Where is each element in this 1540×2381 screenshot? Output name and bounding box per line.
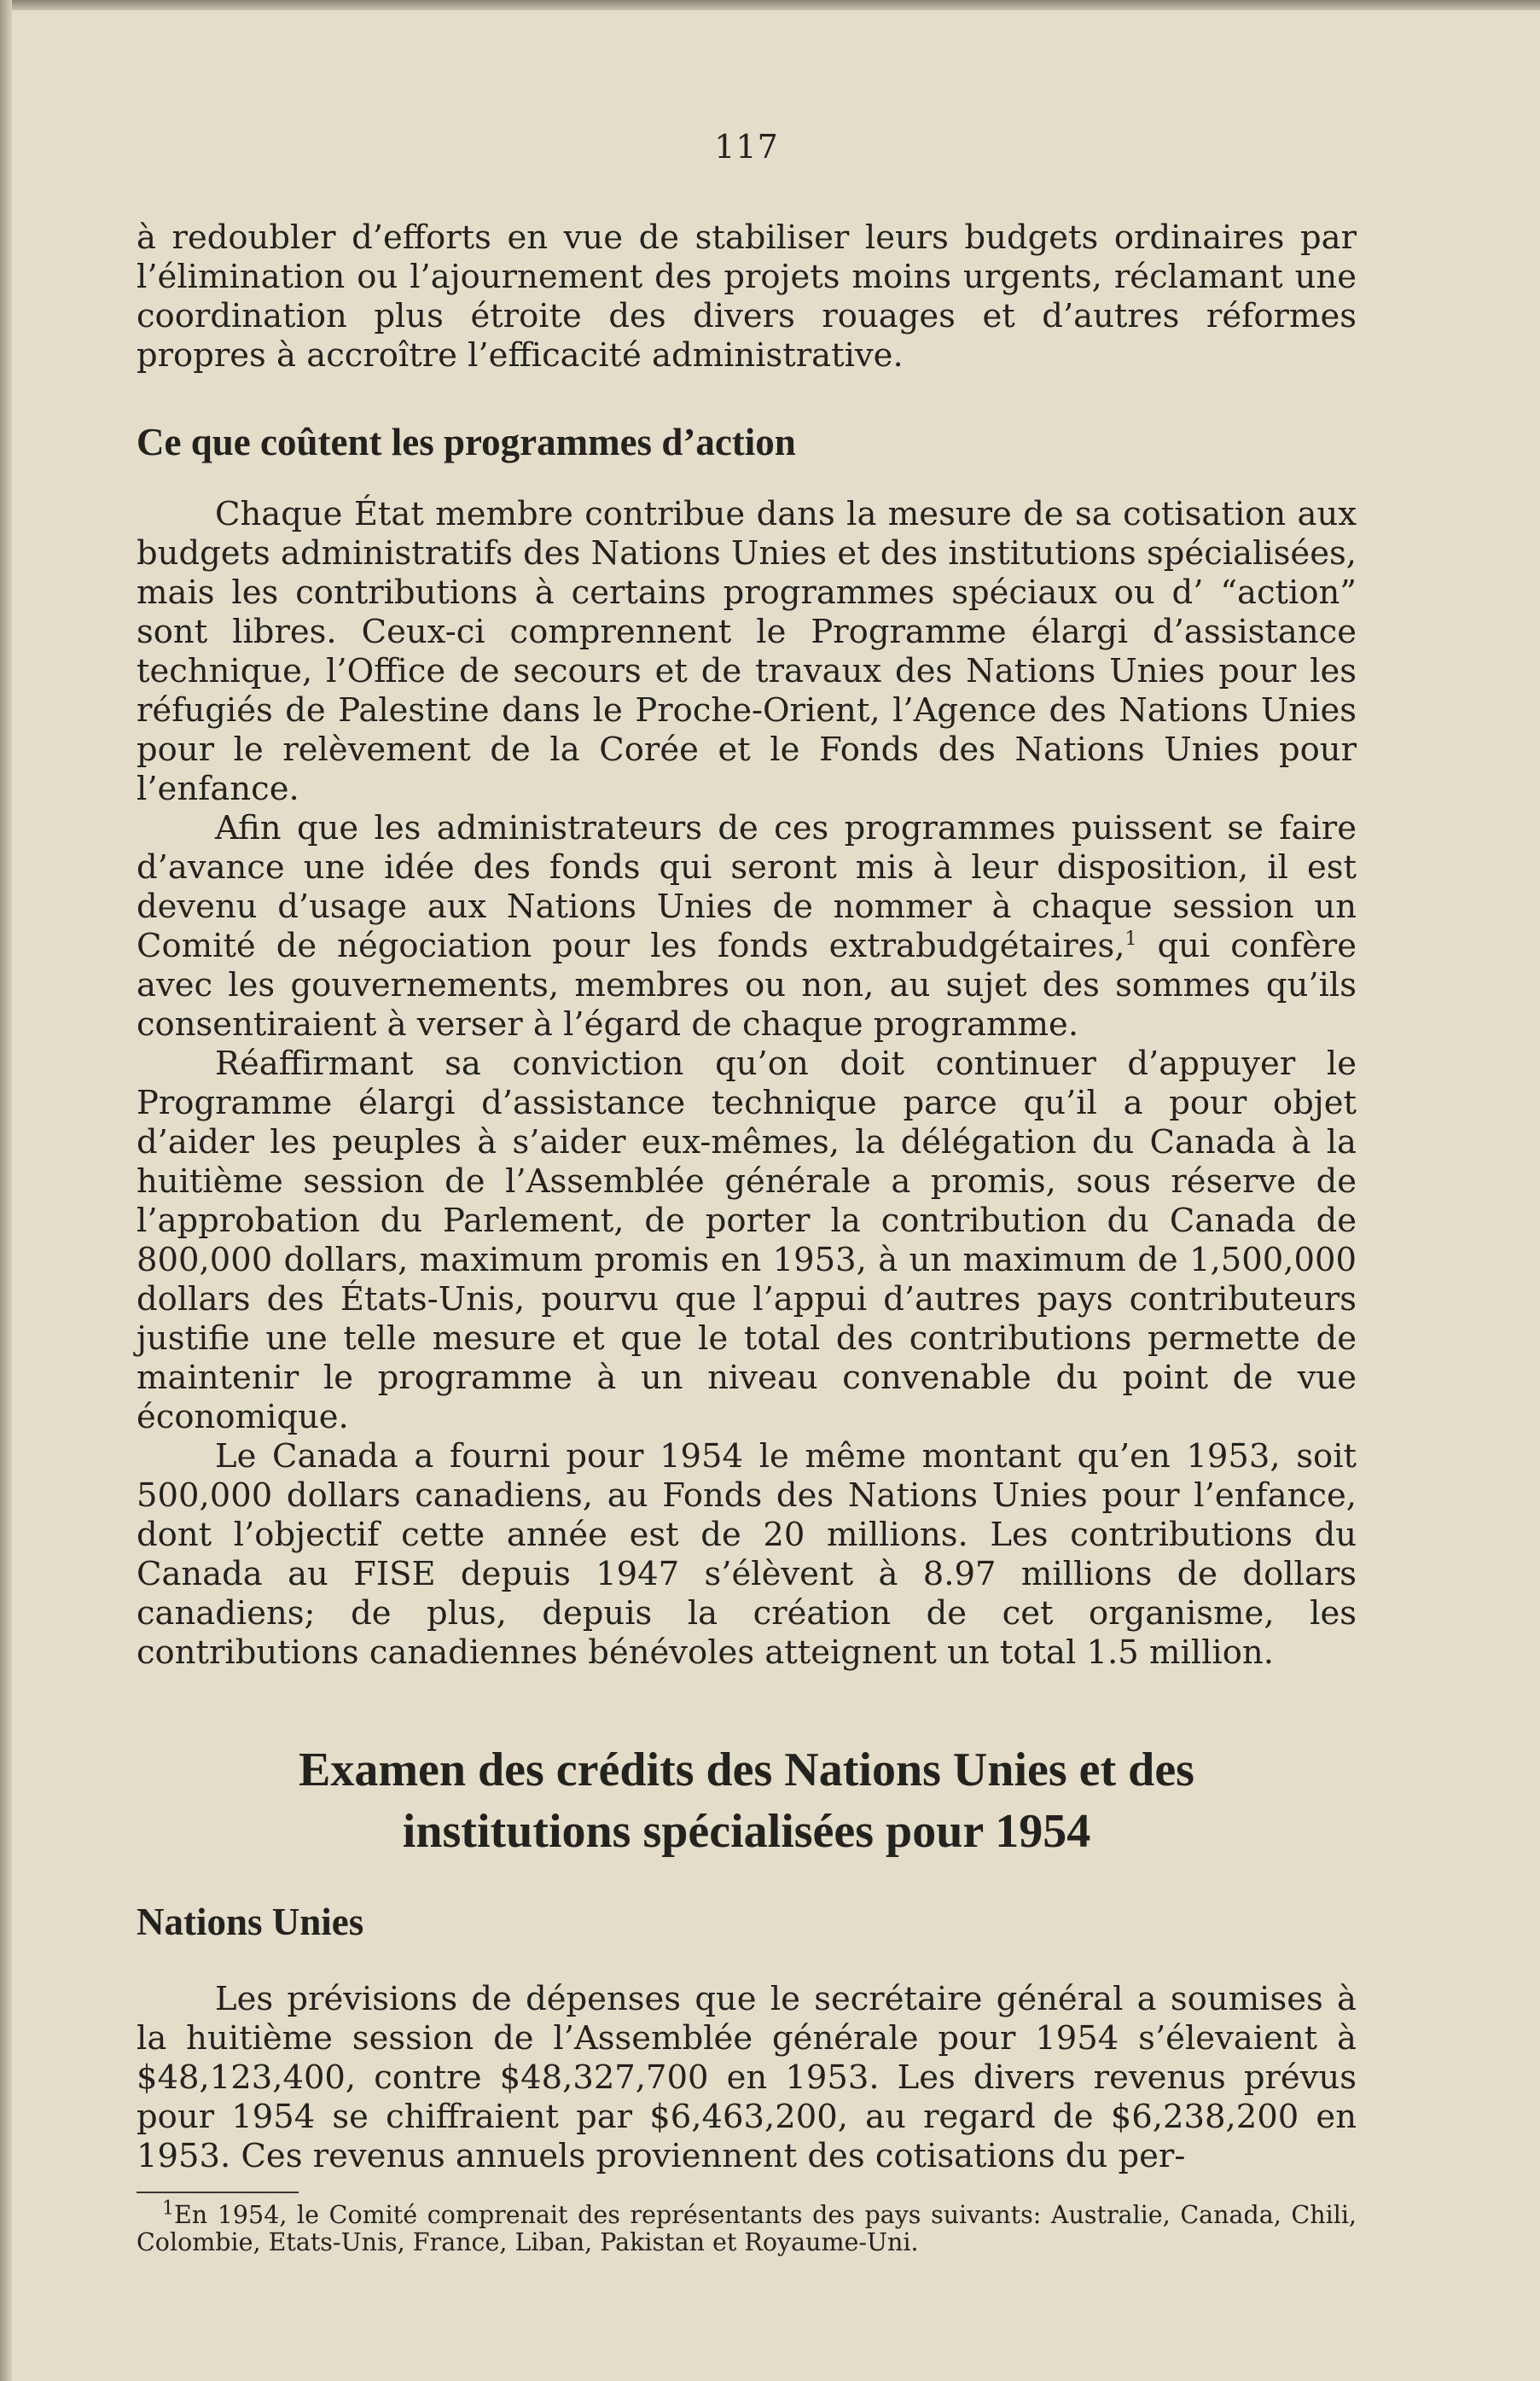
- page-number: 117: [714, 128, 779, 166]
- paragraph-text-continued: qui confère avec les gouvernements, membres ou non, au sujet des sommes qu’ils consentiraient à verser à l’égard de chaque programme.: [137, 927, 1357, 1044]
- paragraph-technical-assistance: Réaffirmant sa conviction qu’on doit continuer d’appuyer le Programme élargi d’assistance technique parce qu’il a pour objet d’aider les peuples à s’aider eux-mêmes, la délégation du Canada à la huitième session de l’Assemblée générale a promis, sous réserve de l’approbation du Parlement, de porter la contribution du Canada de 800,000 dollars, maximum promis en 1953, à un maximum de 1,500,000 dollars des États-Unis, pourvu que l’appui d’autres pays contributeurs justifie une telle mesure et que le total des contributions permette de maintenir le programme à un niveau convenable du point de vue économique.: [137, 1045, 1357, 1436]
- paragraph-childrens-fund: Le Canada a fourni pour 1954 le même montant qu’en 1953, soit 500,000 dollars canadiens, au Fonds des Nations Unies pour l’enfance, dont l’objectif cette année est de 20 millions. Les contributions du Canada au FISE depuis 1947 s’élèvent à 8.97 millions de dollars canadiens; de plus, depuis la création de cet organisme, les contributions canadiennes bénévoles atteignent un total 1.5 million.: [137, 1437, 1357, 1672]
- heading-line-2: institutions spécialisées pour 1954: [402, 1805, 1091, 1858]
- footnote: [137, 2198, 1357, 2256]
- heading-line-1: Examen des crédits des Nations Unies et des: [299, 1744, 1194, 1796]
- paragraph-contributions: Chaque État membre contribue dans la mesure de sa cotisation aux budgets administratifs des Nations Unies et des institutions spécialisées, mais les contributions à certains programmes spéciaux ou d’ “action” sont libres. Ceux-ci comprennent le Programme élargi d’assistance technique, l’Office de secours et de travaux des Nations Unies pour les réfugiés de Palestine dans le Proche-Orient, l’Agence des Nations Unies pour le relèvement de la Corée et le Fonds des Nations Unies pour l’enfance.: [137, 495, 1357, 808]
- section-heading-programmes: Ce que coûtent les programmes d’action: [137, 421, 796, 463]
- section-heading-credits: [137, 1739, 1357, 1862]
- page-binding-edge: [0, 0, 12, 2381]
- intro-paragraph: à redoubler d’efforts en vue de stabiliser leurs budgets ordinaires par l’élimination ou l’ajournement des projets moins urgents, réclamant une coordination plus étroite des divers rouages et d’autres réformes propres à accroître l’efficacité administrative.: [137, 218, 1357, 375]
- subheading-nations-unies: Nations Unies: [137, 1901, 364, 1943]
- footnote-text: En 1954, le Comité comprenait des représentants des pays suivants: Australie, Canada, Chili, Colombie, Etats-Unis, France, Liban, Pakistan et Royaume-Uni.: [137, 2201, 1357, 2256]
- paragraph-text: Afin que les administrateurs de ces programmes puissent se faire d’avance une idée des fonds qui seront mis à leur disposition, il est devenu d’usage aux Nations Unies de nommer à chaque session un Comité de négociation pour les fonds extrabudgétaires,: [137, 809, 1357, 965]
- footnote-divider: [137, 2192, 299, 2193]
- page-top-edge: [0, 0, 1540, 10]
- footnote-mark: 1: [162, 2198, 174, 2220]
- document-page: [137, 128, 1357, 2256]
- paragraph-budget-estimates: Les prévisions de dépenses que le secrétaire général a soumises à la huitième session de l’Assemblée générale pour 1954 s’élevaient à $48,123,400, contre $48,327,700 en 1953. Les divers revenus prévus pour 1954 se chiffraient par $6,463,200, au regard de $6,238,200 en 1953. Ces revenus annuels proviennent des cotisations du per-: [137, 1980, 1357, 2175]
- footnote-reference: 1: [1124, 929, 1137, 951]
- paragraph-negotiation-committee: [137, 809, 1357, 1045]
